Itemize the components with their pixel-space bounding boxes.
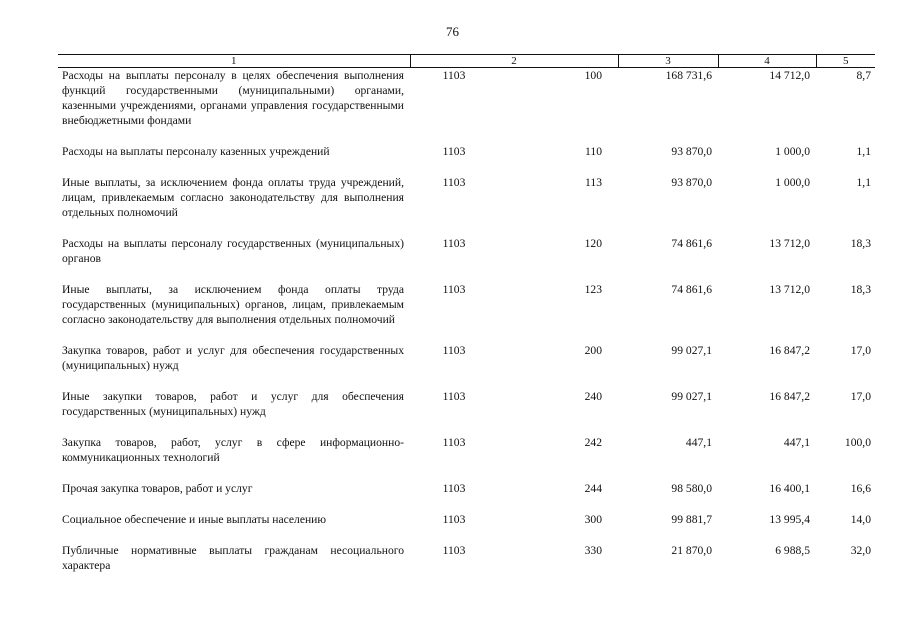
row-actual-value: 13 995,4 [769, 513, 810, 526]
row-name: Прочая закупка товаров, работ и услуг [62, 482, 253, 495]
row-plan-value: 99 027,1 [671, 390, 712, 403]
table-row [58, 389, 875, 435]
row-plan-value: 93 870,0 [671, 145, 712, 158]
row-percent: 32,0 [850, 544, 871, 557]
row-name: Иные выплаты, за исключением фонда оплаты труда учреждений, лицам, привлекаемым согласно законодательству для выполнения отдельных полномочий [62, 176, 404, 219]
row-plan-value: 21 870,0 [671, 544, 712, 557]
column-header-5: 5 [816, 55, 875, 68]
row-name: Иные выплаты, за исключением фонда оплаты труда государственных (муниципальных) органов, лицам, привлекаемым согласно законодательству для выполнения отдельных полномочий [62, 283, 404, 326]
row-plan-value: 168 731,6 [665, 69, 712, 82]
row-percent: 100,0 [844, 436, 871, 449]
row-actual-value: 6 988,5 [775, 544, 810, 557]
row-actual-value: 1 000,0 [775, 176, 810, 189]
budget-table [58, 54, 875, 589]
row-section-code: 1103 [442, 513, 466, 526]
page-number: 76 [446, 24, 459, 39]
row-percent: 17,0 [850, 390, 871, 403]
row-percent: 1,1 [856, 145, 871, 158]
row-percent: 17,0 [850, 344, 871, 357]
row-percent: 16,6 [850, 482, 871, 495]
row-expense-type-code: 113 [585, 176, 602, 189]
table-row [58, 144, 875, 175]
row-expense-type-code: 300 [584, 513, 602, 526]
row-section-code: 1103 [442, 544, 466, 557]
table-row [58, 236, 875, 282]
table-row [58, 68, 875, 145]
row-actual-value: 1 000,0 [775, 145, 810, 158]
row-expense-type-code: 100 [584, 69, 602, 82]
row-percent: 8,7 [856, 69, 871, 82]
row-name: Расходы на выплаты персоналу государственных (муниципальных) органов [62, 237, 404, 265]
row-plan-value: 99 881,7 [671, 513, 712, 526]
row-expense-type-code: 110 [585, 145, 602, 158]
row-section-code: 1103 [442, 69, 466, 82]
row-section-code: 1103 [442, 283, 466, 296]
row-percent: 18,3 [850, 283, 871, 296]
row-name: Социальное обеспечение и иные выплаты населению [62, 513, 327, 526]
table-row [58, 481, 875, 512]
row-section-code: 1103 [442, 145, 466, 158]
row-expense-type-code: 244 [584, 482, 602, 495]
table-row [58, 343, 875, 389]
row-actual-value: 14 712,0 [769, 69, 810, 82]
row-section-code: 1103 [442, 237, 466, 250]
row-name: Расходы на выплаты персоналу казенных учреждений [62, 145, 330, 158]
row-name: Публичные нормативные выплаты гражданам несоциального характера [62, 544, 404, 572]
row-name: Иные закупки товаров, работ и услуг для обеспечения государственных (муниципальных) нужд [62, 390, 404, 418]
row-plan-value: 74 861,6 [671, 237, 712, 250]
row-plan-value: 74 861,6 [671, 283, 712, 296]
row-expense-type-code: 330 [584, 544, 602, 557]
row-actual-value: 13 712,0 [769, 283, 810, 296]
row-expense-type-code: 240 [584, 390, 602, 403]
table-row [58, 512, 875, 543]
row-plan-value: 98 580,0 [671, 482, 712, 495]
column-header-4: 4 [718, 55, 816, 68]
row-actual-value: 447,1 [783, 436, 810, 449]
row-actual-value: 16 847,2 [769, 390, 810, 403]
row-expense-type-code: 123 [584, 283, 602, 296]
row-section-code: 1103 [442, 344, 466, 357]
row-expense-type-code: 120 [584, 237, 602, 250]
column-header-2: 2 [410, 55, 618, 68]
row-actual-value: 16 847,2 [769, 344, 810, 357]
row-name: Закупка товаров, работ и услуг для обеспечения государственных (муниципальных) нужд [62, 344, 404, 372]
row-expense-type-code: 242 [584, 436, 602, 449]
header-row [58, 55, 875, 68]
table-row [58, 543, 875, 589]
row-name: Расходы на выплаты персоналу в целях обеспечения выполнения функций государственными (муниципальными) органами, казенными учреждениями, органами управления государственными внебюджетными фондами [62, 69, 404, 127]
column-header-3: 3 [618, 55, 718, 68]
row-plan-value: 99 027,1 [671, 344, 712, 357]
table-row [58, 175, 875, 236]
row-actual-value: 13 712,0 [769, 237, 810, 250]
row-section-code: 1103 [442, 176, 466, 189]
table-row [58, 282, 875, 343]
row-plan-value: 447,1 [685, 436, 712, 449]
row-percent: 1,1 [856, 176, 871, 189]
row-actual-value: 16 400,1 [769, 482, 810, 495]
row-section-code: 1103 [442, 390, 466, 403]
row-expense-type-code: 200 [584, 344, 602, 357]
table-row [58, 435, 875, 481]
row-plan-value: 93 870,0 [671, 176, 712, 189]
row-section-code: 1103 [442, 436, 466, 449]
row-name: Закупка товаров, работ, услуг в сфере информационно-коммуникационных технологий [62, 436, 404, 464]
row-percent: 18,3 [850, 237, 871, 250]
row-percent: 14,0 [850, 513, 871, 526]
column-header-1: 1 [58, 55, 410, 68]
row-section-code: 1103 [442, 482, 466, 495]
